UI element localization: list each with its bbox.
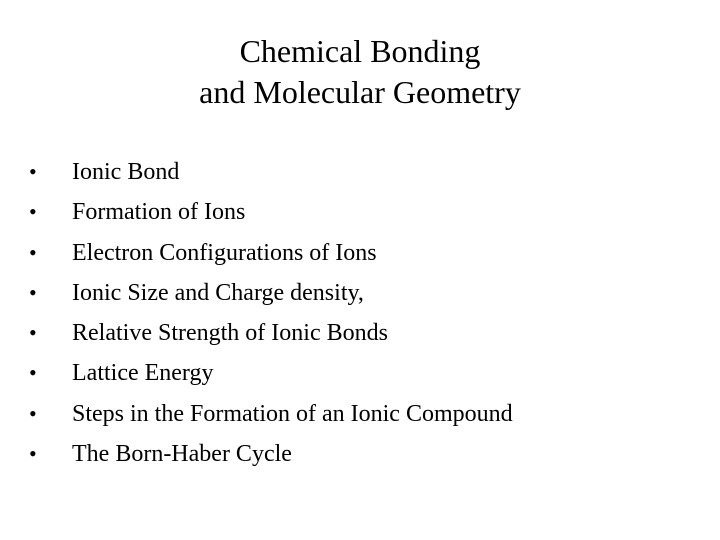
bullet-icon: • — [29, 199, 37, 225]
bullet-icon: • — [29, 441, 37, 467]
title-line-1: Chemical Bonding — [239, 33, 481, 69]
bullet-item-ionic-size — [0, 273, 720, 313]
bullet-text: Lattice Energy — [72, 360, 214, 387]
bullet-text: Steps in the Formation of an Ionic Compound — [72, 400, 513, 427]
slide-title — [0, 31, 720, 113]
bullet-text: Ionic Bond — [72, 159, 180, 185]
bullet-icon: • — [29, 320, 37, 346]
bullet-item-born-haber — [0, 434, 720, 474]
bullet-text: Electron Configurations of Ions — [72, 239, 377, 266]
bullet-item-ionic-bond — [0, 152, 720, 192]
bullet-item-steps-formation — [0, 394, 720, 434]
bullet-icon: • — [29, 360, 37, 386]
bullet-icon: • — [29, 159, 37, 184]
bullet-item-electron-configurations — [0, 233, 720, 273]
bullet-text: Formation of Ions — [72, 199, 246, 226]
bullet-item-lattice-energy — [0, 353, 720, 393]
bullet-icon: • — [29, 279, 37, 305]
bullet-item-formation-of-ions — [0, 192, 720, 232]
bullet-text: The Born-Haber Cycle — [72, 441, 292, 468]
bullet-item-relative-strength — [0, 313, 720, 353]
title-line-2: and Molecular Geometry — [199, 74, 521, 110]
bullet-text: Ionic Size and Charge density, — [72, 279, 364, 306]
bullet-text: Relative Strength of Ionic Bonds — [72, 320, 388, 347]
bullet-icon: • — [29, 400, 37, 426]
bullet-icon: • — [29, 239, 37, 265]
bullet-list — [0, 152, 720, 474]
